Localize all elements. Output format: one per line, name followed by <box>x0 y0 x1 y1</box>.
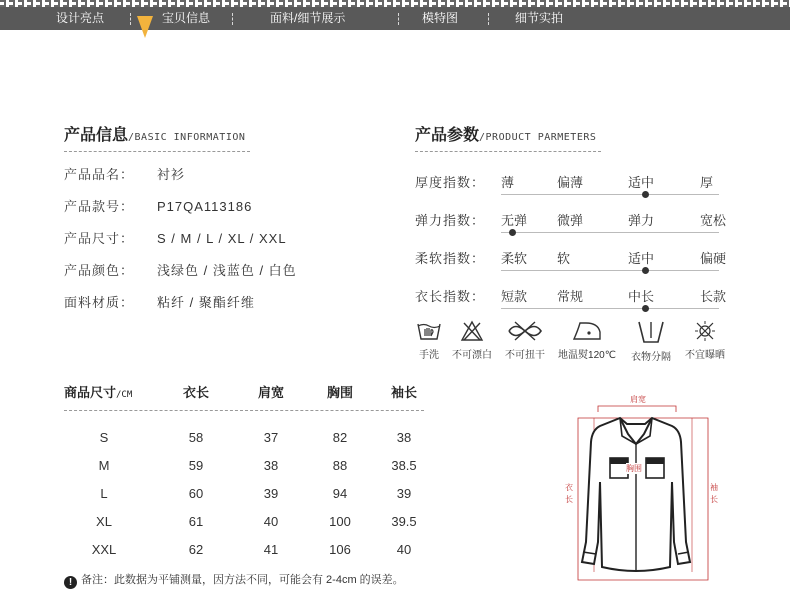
info-row <box>64 229 287 249</box>
info-label: 面料材质： <box>64 295 135 310</box>
info-value: 衬衫 <box>157 167 186 182</box>
param-option: 适中 <box>628 175 655 190</box>
care-item <box>556 320 618 361</box>
size-cell: M <box>98 458 110 473</box>
info-row <box>64 197 252 217</box>
column-header: 胸围 <box>326 385 353 400</box>
care-label: 衣物分隔 <box>631 352 671 363</box>
info-value: 浅绿色 / 浅蓝色 / 白色 <box>157 263 297 278</box>
measurement-cell: 39 <box>396 486 412 501</box>
care-label: 不宜曝晒 <box>685 350 725 361</box>
measurement-cell: 82 <box>332 430 348 445</box>
care-label: 手洗 <box>419 350 439 361</box>
measurement-diagram <box>560 392 730 588</box>
param-scale <box>501 308 719 309</box>
size-table-title <box>64 382 132 401</box>
shoulder-label: 肩宽 <box>630 395 646 404</box>
param-option: 无弹 <box>501 213 528 228</box>
measurement-cell: 62 <box>188 542 204 557</box>
divider <box>64 151 250 152</box>
length-label: 衣长 <box>565 483 573 504</box>
param-option: 软 <box>557 251 571 266</box>
measurement-note <box>64 571 404 589</box>
param-marker <box>509 229 516 236</box>
nav-divider <box>232 13 233 25</box>
size-cell: S <box>99 430 109 445</box>
column-header: 肩宽 <box>257 385 284 400</box>
measurement-cell: 38.5 <box>391 458 417 473</box>
param-option: 厚 <box>700 175 714 190</box>
nav-item-product-info[interactable]: 宝贝信息 <box>162 11 211 25</box>
sleeve-label: 袖长 <box>710 483 718 504</box>
size-cell: XL <box>96 514 112 529</box>
param-label: 衣长指数： <box>415 289 486 304</box>
no-bleach-icon <box>460 320 484 342</box>
measurement-cell: 38 <box>263 458 279 473</box>
size-cell: L <box>100 486 108 501</box>
hand-wash-icon <box>416 320 442 342</box>
nav-divider <box>398 13 399 25</box>
info-row <box>64 261 297 281</box>
care-item <box>414 320 444 361</box>
param-option: 长款 <box>700 289 727 304</box>
measurement-cell: 39.5 <box>391 514 417 529</box>
measurement-cell: 37 <box>263 430 279 445</box>
no-wring-icon <box>505 320 545 342</box>
param-option: 偏硬 <box>700 251 727 266</box>
decorative-border <box>0 0 790 7</box>
column-header: 衣长 <box>182 385 209 400</box>
product-info-subtitle: /BASIC INFORMATION <box>128 132 246 143</box>
column-header: 袖长 <box>390 385 417 400</box>
param-marker <box>642 305 649 312</box>
product-params-subtitle: /PRODUCT PARMETERS <box>479 132 597 143</box>
measurement-cell: 88 <box>332 458 348 473</box>
param-scale <box>501 270 719 271</box>
care-label: 不可漂白 <box>452 350 492 361</box>
product-info-title: 产品信息 <box>64 127 129 144</box>
nav-item-fabric-details[interactable]: 面料/细节展示 <box>270 11 346 25</box>
measurement-cell: 58 <box>188 430 204 445</box>
param-marker <box>642 267 649 274</box>
info-row <box>64 165 185 185</box>
param-label: 弹力指数： <box>415 213 486 228</box>
warning-icon: ! <box>64 576 77 589</box>
measurement-cell: 60 <box>188 486 204 501</box>
nav-item-design-highlights[interactable]: 设计亮点 <box>56 11 105 25</box>
param-label: 厚度指数： <box>415 175 486 190</box>
wash-separately-icon <box>636 320 666 344</box>
param-label: 柔软指数： <box>415 251 486 266</box>
measurement-cell: 106 <box>329 542 351 557</box>
care-item <box>680 320 730 361</box>
param-scale <box>501 194 719 195</box>
size-table-label: 商品尺寸 <box>64 385 117 400</box>
param-option: 宽松 <box>700 213 727 228</box>
product-params-title: 产品参数 <box>415 127 480 144</box>
measurement-cell: 94 <box>332 486 348 501</box>
measurement-cell: 61 <box>188 514 204 529</box>
measurement-cell: 100 <box>329 514 351 529</box>
measurement-cell: 38 <box>396 430 412 445</box>
info-value: 粘纤 / 聚酯纤维 <box>157 295 255 310</box>
size-table-unit: /CM <box>116 390 133 400</box>
measurement-cell: 40 <box>396 542 412 557</box>
note-text: 备注：此数据为平铺测量，因方法不同，可能会有 2-4cm 的误差。 <box>81 574 404 586</box>
measurement-cell: 41 <box>263 542 279 557</box>
param-scale <box>501 232 719 233</box>
info-label: 产品尺寸： <box>64 231 135 246</box>
care-item <box>447 320 497 361</box>
nav-item-model-photos[interactable]: 模特图 <box>422 11 459 25</box>
param-marker <box>642 191 649 198</box>
active-nav-indicator <box>137 16 153 38</box>
param-option: 适中 <box>628 251 655 266</box>
info-value: S / M / L / XL / XXL <box>157 231 287 246</box>
measurement-cell: 40 <box>263 514 279 529</box>
param-option: 微弹 <box>557 213 584 228</box>
measurement-cell: 39 <box>263 486 279 501</box>
size-cell: XXL <box>91 542 117 557</box>
info-row <box>64 293 255 313</box>
info-value: P17QA113186 <box>157 199 253 214</box>
param-option: 常规 <box>557 289 584 304</box>
divider <box>64 410 424 411</box>
info-label: 产品颜色： <box>64 263 135 278</box>
nav-divider <box>488 13 489 25</box>
care-label: 地温熨120℃ <box>558 350 616 361</box>
shirt-icon <box>560 392 730 588</box>
nav-divider <box>130 13 131 25</box>
param-option: 柔软 <box>501 251 528 266</box>
measurement-cell: 59 <box>188 458 204 473</box>
product-params-heading <box>415 122 596 145</box>
care-label: 不可扭干 <box>505 350 545 361</box>
low-iron-icon <box>570 320 604 342</box>
param-option: 短款 <box>501 289 528 304</box>
product-info-heading <box>64 122 245 145</box>
info-label: 产品款号： <box>64 199 135 214</box>
chest-label: 胸围 <box>626 464 642 473</box>
care-item <box>502 320 548 361</box>
top-navigation <box>0 7 790 30</box>
param-option: 中长 <box>628 289 655 304</box>
info-label: 产品品名： <box>64 167 135 182</box>
no-sun-dry-icon <box>693 320 717 342</box>
nav-item-detail-shots[interactable]: 细节实拍 <box>515 11 564 25</box>
param-option: 薄 <box>501 175 515 190</box>
param-option: 偏薄 <box>557 175 584 190</box>
param-option: 弹力 <box>628 213 655 228</box>
care-item <box>626 320 676 363</box>
divider <box>415 151 601 152</box>
